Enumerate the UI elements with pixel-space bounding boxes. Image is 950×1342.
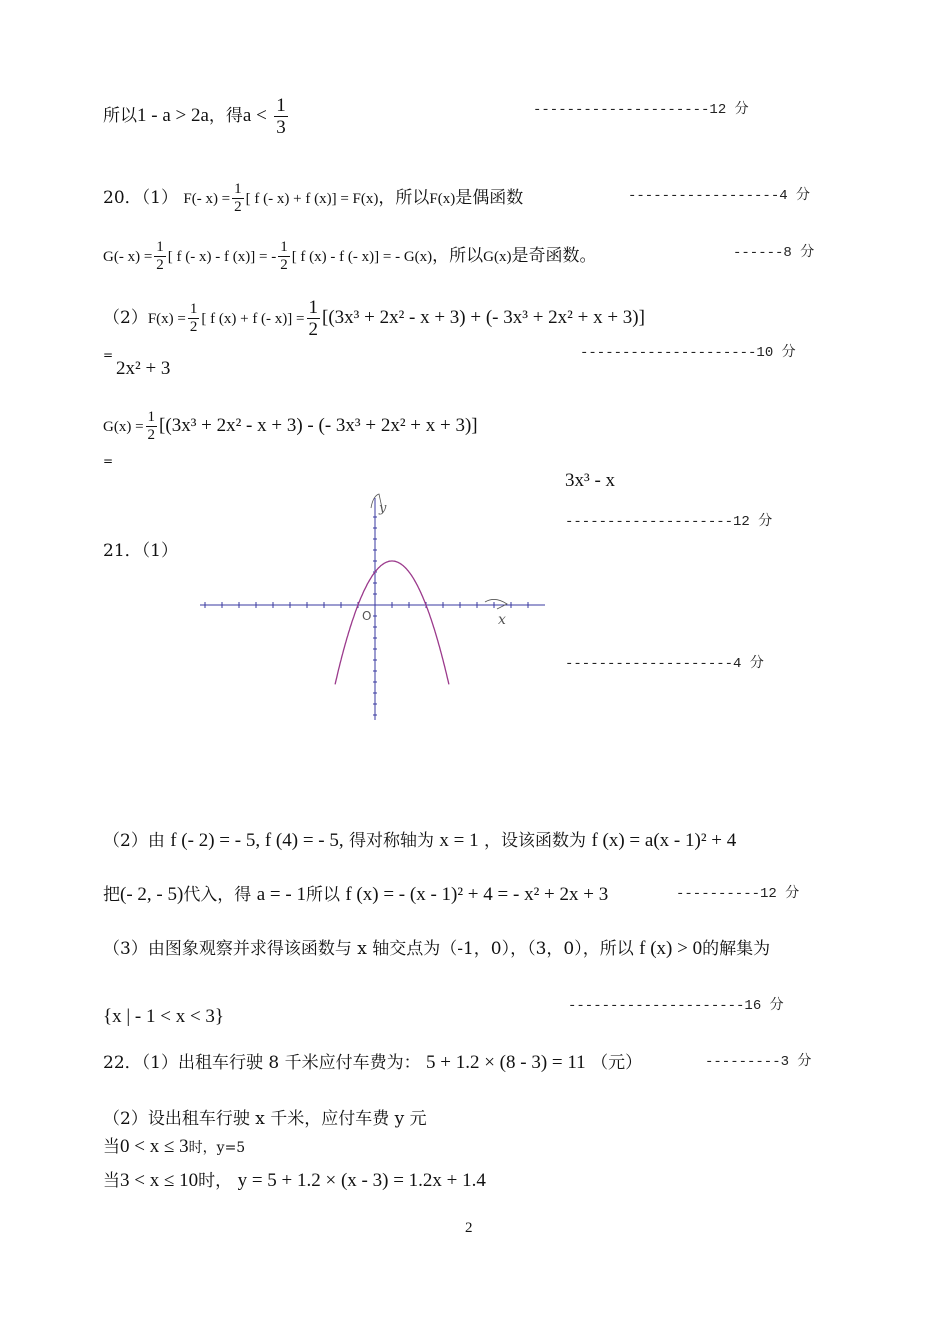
text: 22．（1）出租车行驶 8 千米应付车费为： (103, 1053, 421, 1073)
q22-case2 (103, 1170, 486, 1192)
result-F: 2x² + 3 (116, 358, 171, 379)
score-marker: ---------------------12 分 (533, 102, 749, 118)
score-marker: ---------------------16 分 (568, 998, 784, 1014)
equals-sign: = (103, 454, 114, 468)
score-marker: ---------------------10 分 (580, 345, 796, 361)
q20-part2-G (103, 410, 478, 443)
math-expr: G(x) = (103, 419, 144, 435)
x-axis-label: x (498, 612, 506, 628)
page-number: 2 (465, 1220, 473, 1236)
text: ，所以 (432, 246, 484, 266)
parabola-graph (195, 488, 555, 728)
text: 得对称轴为 (349, 831, 435, 851)
math-expr: 5 + 1.2 × (8 - 3) = 11 (425, 1052, 586, 1073)
text: 把 (103, 885, 120, 905)
result-G: 3x³ - x (565, 470, 616, 491)
text: ，所以 (378, 188, 430, 208)
math-expr: f (x) = a(x - 1)² + 4 (591, 830, 737, 851)
text: （元） (591, 1053, 643, 1073)
text: 的解集为 (702, 939, 771, 959)
math-expr: F(x) (429, 191, 456, 207)
text: 是偶函数 (455, 188, 524, 208)
math-inequality: a < (242, 105, 267, 126)
math-expr: G(x) (483, 249, 512, 265)
text: （2）由 (103, 831, 165, 851)
text: 代入，得 (183, 885, 252, 905)
equals-sign: = (103, 348, 114, 362)
math-expr: [(3x³ + 2x² - x + 3) + (- 3x³ + 2x² + x + 3)] (322, 307, 645, 328)
math-expr: 0 < x ≤ 3 (120, 1136, 189, 1157)
text: 所以 (103, 106, 137, 126)
math-expr: [ f (x) - f (- x)] = - G(x) (291, 249, 433, 265)
text: 时， (198, 1171, 233, 1191)
text: ，得 (208, 106, 243, 126)
math-expr: y = 5 + 1.2 × (x - 3) = 1.2x + 1.4 (237, 1170, 486, 1191)
math-expr: f (- 2) = - 5, f (4) = - 5, (170, 830, 344, 851)
math-inequality: 1 - a > 2a (137, 105, 209, 126)
math-expr: (- 2, - 5) (120, 884, 184, 905)
q20-part1-even (103, 182, 523, 215)
q22-part1 (103, 1052, 642, 1074)
fraction-half: $\frac{1}{2}$ (156, 239, 164, 273)
fraction-half: $\frac{1}{2}$ (308, 297, 318, 340)
x-axis-arrow (485, 599, 507, 609)
math-expr: F(x) = (147, 311, 186, 327)
math-expr: f (x) > 0 (639, 938, 703, 959)
score-marker: ---------3 分 (705, 1054, 812, 1070)
q22-case1 (103, 1136, 245, 1159)
line-conclusion (103, 96, 290, 137)
q21-part1: 21．（1） (103, 541, 178, 561)
math-expr: f (x) = - (x - 1)² + 4 = - x² + 2x + 3 (345, 884, 609, 905)
q21-part2-solve (103, 884, 608, 906)
fraction-half: $\frac{1}{2}$ (147, 409, 156, 443)
fraction-half: $\frac{1}{2}$ (280, 239, 288, 273)
math-expr: 3 < x ≤ 10 (120, 1170, 199, 1191)
math-expr: [(3x³ + 2x² - x + 3) - (- 3x³ + 2x² + x + 3)] (159, 415, 478, 436)
math-expr: a = - 1 (256, 884, 306, 905)
text: （3）由图象观察并求得该函数与 x 轴交点为（-1，0），（3，0），所以 (103, 939, 634, 959)
q21-part3 (103, 938, 770, 960)
math-expr: [ f (- x) - f (x)] = - (167, 249, 277, 265)
math-expr: G(- x) = (103, 249, 153, 265)
fraction-half: $\frac{1}{2}$ (234, 181, 242, 215)
parabola-curve (335, 561, 449, 684)
q20-part1-odd (103, 240, 597, 273)
score-marker: ------8 分 (733, 245, 815, 261)
math-expr: x = 1 (439, 830, 479, 851)
score-marker: --------------------4 分 (565, 656, 764, 672)
solution-set: {x | - 1 < x < 3} (103, 1006, 225, 1027)
text: 当 (103, 1137, 120, 1157)
origin-label: O (362, 609, 372, 623)
y-axis-label: y (379, 501, 387, 516)
q21-part2 (103, 830, 736, 852)
text: ，设该函数为 (484, 831, 587, 851)
q20-part2-F (103, 298, 645, 339)
fraction-half: $\frac{1}{2}$ (189, 301, 198, 335)
question-number: 20．（1） (103, 188, 178, 208)
text: 所以 (305, 885, 340, 905)
score-marker: ----------12 分 (676, 886, 800, 902)
text: 时，y=5 (188, 1140, 246, 1156)
text: 当 (103, 1171, 120, 1191)
fraction-one-third: $\frac{1}{3}$ (276, 95, 286, 138)
question-part: （2） (103, 308, 148, 328)
math-expr: [ f (- x) + f (x)] = F(x) (245, 191, 379, 207)
math-expr: [ f (x) + f (- x)] = (201, 311, 305, 327)
q22-part2: （2）设出租车行驶 x 千米，应付车费 y 元 (103, 1109, 427, 1129)
score-marker: ------------------4 分 (628, 188, 811, 204)
math-expr: F(- x) = (183, 191, 231, 207)
text: 是奇函数。 (511, 246, 597, 266)
score-marker: --------------------12 分 (565, 514, 773, 530)
